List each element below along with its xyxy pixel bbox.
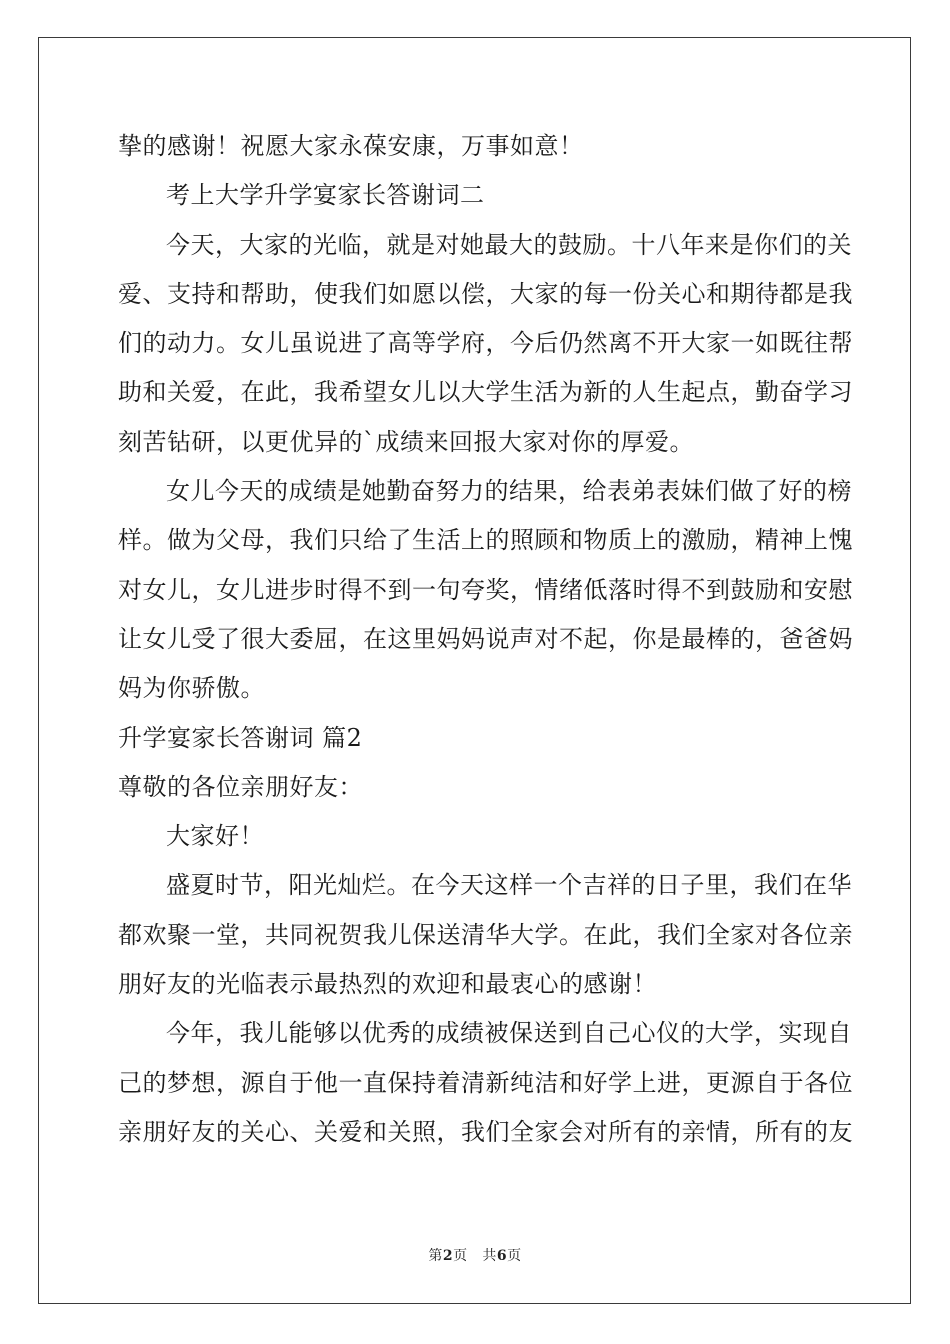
body-line: 盛 夏 时 节 ， 阳 光 灿 烂 。 在 今 天 这 样 一 个 吉 祥 的 日 子 里 ， 我 们 在 华	[166, 871, 852, 900]
page-suffix: 页	[453, 1248, 468, 1264]
page-prefix: 第	[428, 1248, 443, 1264]
body-line: 让 女 儿 受 了 很 大 委 屈 ， 在 这 里 妈 妈 说 声 对 不 起 ， 你 是 最 棒 的 ， 爸 爸 妈	[118, 624, 853, 653]
body-line: 妈为你骄傲。	[118, 674, 265, 703]
total-suffix: 页	[507, 1248, 522, 1264]
body-line: 女 儿 今 天 的 成 绩 是 她 勤 奋 努 力 的 结 果 ， 给 表 弟 表 妹 们 做 了 好 的 榜	[166, 477, 852, 506]
body-line: 挚的感谢！祝愿大家永葆安康，万事如意！	[118, 132, 584, 160]
body-line: 样 。 做 为 父 母 ， 我 们 只 给 了 生 活 上 的 照 顾 和 物 质 上 的 激 励 ， 精 神 上 愧	[118, 526, 853, 555]
page-number: 2	[442, 1248, 454, 1264]
page-footer	[0, 1245, 950, 1265]
article-title: 升学宴家长答谢词 篇2	[118, 723, 363, 752]
section-heading: 考上大学升学宴家长答谢词二	[166, 181, 485, 210]
body-line: 今 年 ， 我 儿 能 够 以 优 秀 的 成 绩 被 保 送 到 自 己 心 仪 的 大 学 ， 实 现 自	[166, 1019, 852, 1048]
body-line: 今 天 ， 大 家 的 光 临 ， 就 是 对 她 最 大 的 鼓 励 。 十 八 年 来 是 你 们 的 关	[166, 230, 852, 259]
body-line: 亲 朋 好 友 的 关 心 、 关 爱 和 关 照 ， 我 们 全 家 会 对 所 有 的 亲 情 ， 所 有 的 友	[118, 1117, 853, 1146]
body-line: 对 女 儿 ， 女 儿 进 步 时 得 不 到 一 句 夸 奖 ， 情 绪 低 落 时 得 不 到 鼓 励 和 安 慰	[118, 575, 853, 604]
greeting: 大家好！	[166, 822, 264, 851]
document-body	[118, 122, 853, 1157]
total-pages: 6	[496, 1248, 508, 1264]
body-line: 己 的 梦 想 ， 源 自 于 他 一 直 保 持 着 清 新 纯 洁 和 好 学 上 进 ， 更 源 自 于 各 位	[118, 1068, 853, 1097]
body-line: 助 和 关 爱 ， 在 此 ， 我 希 望 女 儿 以 大 学 生 活 为 新 的 人 生 起 点 ， 勤 奋 学 习	[118, 378, 853, 407]
total-prefix: 共	[482, 1248, 497, 1264]
salutation: 尊敬的各位亲朋好友：	[118, 772, 363, 801]
body-line: 刻苦钻研，以更优异的`成绩来回报大家对你的厚爱。	[118, 427, 694, 456]
body-line: 朋好友的光临表示最热烈的欢迎和最衷心的感谢！	[118, 970, 657, 999]
body-line: 都 欢 聚 一 堂 ， 共 同 祝 贺 我 儿 保 送 清 华 大 学 。 在 此 ， 我 们 全 家 对 各 位 亲	[118, 920, 853, 949]
body-line: 爱 、 支 持 和 帮 助 ， 使 我 们 如 愿 以 偿 ， 大 家 的 每 一 份 关 心 和 期 待 都 是 我	[118, 279, 853, 308]
body-line: 们 的 动 力 。 女 儿 虽 说 进 了 高 等 学 府 ， 今 后 仍 然 离 不 开 大 家 一 如 既 往 帮	[118, 329, 853, 358]
